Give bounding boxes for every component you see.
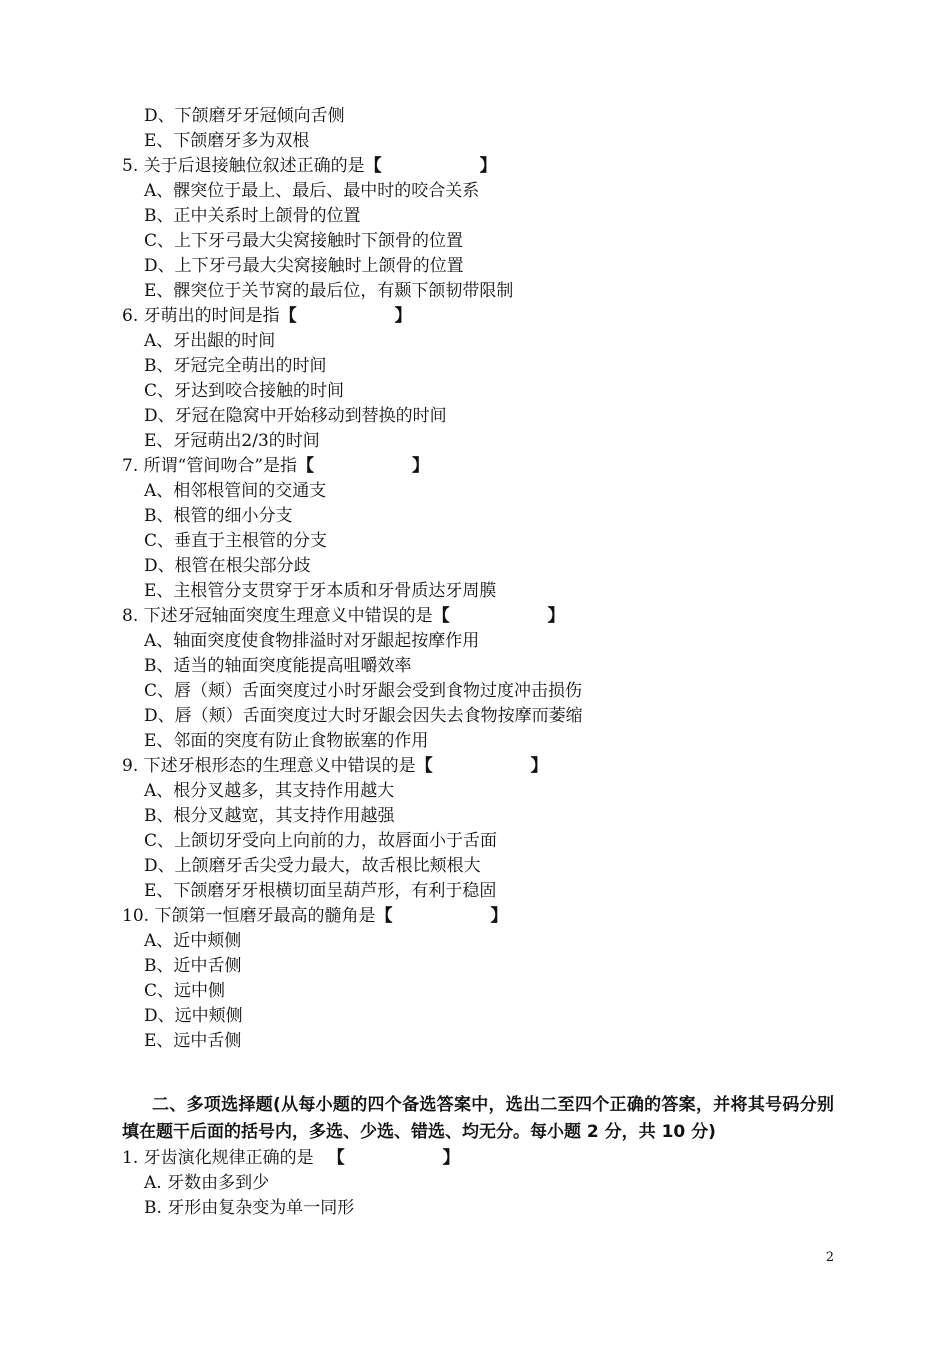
answer-bracket-open: 【: [297, 456, 315, 476]
q8-option-d: D、唇（颊）舌面突度过大时牙龈会因失去食物按摩而萎缩: [144, 706, 583, 726]
question-8: [122, 604, 842, 629]
q10-option-e: E、远中舌侧: [144, 1031, 242, 1051]
answer-bracket-open: 【: [375, 906, 393, 926]
q5-option-a: A、髁突位于最上、最后、最中时的咬合关系: [144, 181, 480, 201]
page-number: 2: [825, 1250, 834, 1265]
answer-bracket-close: 】: [412, 456, 430, 476]
answer-bracket-close: 】: [479, 156, 497, 176]
answer-bracket-open: 【: [364, 156, 382, 176]
question-5-stem: 5. 关于后退接触位叙述正确的是: [122, 156, 365, 176]
q7-option-a: A、相邻根管间的交通支: [144, 481, 327, 501]
q10-option-d: D、远中颊侧: [144, 1006, 243, 1026]
q8-option-b: B、适当的轴面突度能提高咀嚼效率: [144, 656, 412, 676]
q10-option-c: C、远中侧: [144, 981, 226, 1001]
answer-bracket-open: 【: [415, 756, 433, 776]
answer-bracket-close: 】: [530, 756, 548, 776]
question-10-stem: 10. 下颌第一恒磨牙最高的髓角是: [122, 906, 376, 926]
question-6-stem: 6. 牙萌出的时间是指: [122, 306, 280, 326]
q7-option-c: C、垂直于主根管的分支: [144, 531, 328, 551]
multi-q1-option-a: A. 牙数由多到少: [144, 1173, 270, 1193]
q8-option-c: C、唇（颊）舌面突度过小时牙龈会受到食物过度冲击损伤: [144, 681, 583, 701]
q9-option-b: B、根分叉越宽，其支持作用越强: [144, 806, 395, 826]
q9-option-d: D、上颌磨牙舌尖受力最大，故舌根比颊根大: [144, 856, 481, 876]
q9-option-e: E、下颌磨牙牙根横切面呈葫芦形，有利于稳固: [144, 881, 497, 901]
q5-option-b: B、正中关系时上颌骨的位置: [144, 206, 361, 226]
q7-option-e: E、主根管分支贯穿于牙本质和牙骨质达牙周膜: [144, 581, 497, 601]
q5-option-e: E、髁突位于关节窝的最后位，有颞下颌韧带限制: [144, 281, 514, 301]
answer-bracket-open: 【: [327, 1148, 345, 1168]
answer-bracket-close: 】: [394, 306, 412, 326]
answer-bracket-close: 】: [490, 906, 508, 926]
q5-option-d: D、上下牙弓最大尖窝接触时上颌骨的位置: [144, 256, 464, 276]
answer-bracket-close: 】: [547, 606, 565, 626]
q10-option-a: A、近中颊侧: [144, 931, 242, 951]
q9-option-a: A、根分叉越多，其支持作用越大: [144, 781, 395, 801]
answer-bracket-close: 】: [442, 1148, 460, 1168]
q10-option-b: B、近中舌侧: [144, 956, 242, 976]
q7-option-b: B、根管的细小分支: [144, 506, 293, 526]
document-content: [122, 104, 842, 1221]
q7-option-d: D、根管在根尖部分歧: [144, 556, 311, 576]
question-9-stem: 9. 下述牙根形态的生理意义中错误的是: [122, 756, 416, 776]
q6-option-d: D、牙冠在隐窝中开始移动到替换的时间: [144, 406, 447, 426]
q6-option-a: A、牙出龈的时间: [144, 331, 276, 351]
multi-question-1: [122, 1146, 842, 1171]
question-7-stem: 7. 所谓“管间吻合”是指: [122, 456, 298, 476]
question-5: [122, 154, 842, 179]
q9-option-c: C、上颌切牙受向上向前的力，故唇面小于舌面: [144, 831, 498, 851]
question-7: [122, 454, 842, 479]
q6-option-e: E、牙冠萌出2/3的时间: [144, 431, 320, 451]
multi-q1-option-b: B. 牙形由复杂变为单一同形: [144, 1198, 355, 1218]
q6-option-b: B、牙冠完全萌出的时间: [144, 356, 327, 376]
multi-question-1-stem: 1. 牙齿演化规律正确的是: [122, 1148, 314, 1168]
q6-option-c: C、牙达到咬合接触的时间: [144, 381, 345, 401]
answer-bracket-open: 【: [432, 606, 450, 626]
answer-bracket-open: 【: [279, 306, 297, 326]
q4-option-d: D、下颌磨牙牙冠倾向舌侧: [144, 106, 345, 126]
question-6: [122, 304, 842, 329]
question-8-stem: 8. 下述牙冠轴面突度生理意义中错误的是: [122, 606, 433, 626]
q4-option-e: E、下颌磨牙多为双根: [144, 131, 310, 151]
question-10: [122, 904, 842, 929]
question-9: [122, 754, 842, 779]
q8-option-a: A、轴面突度使食物排溢时对牙龈起按摩作用: [144, 631, 480, 651]
q8-option-e: E、邻面的突度有防止食物嵌塞的作用: [144, 731, 429, 751]
section-2-title: 二、多项选择题(从每小题的四个备选答案中，选出二至四个正确的答案，并将其号码分别填在题干后面的括号内，多选、少选、错选、均无分。每小题 2 分，共 10 分): [122, 1095, 834, 1142]
q5-option-c: C、上下牙弓最大尖窝接触时下颌骨的位置: [144, 231, 464, 251]
